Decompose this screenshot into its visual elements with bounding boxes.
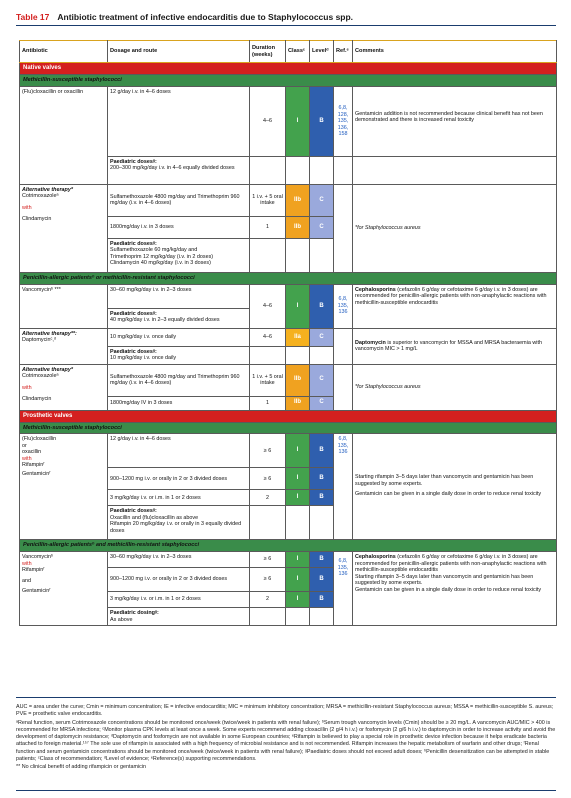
drug-name: Gentamicinᶠ xyxy=(22,470,51,477)
drug-name: Rifampinᶠ xyxy=(22,462,45,469)
duration-cell: 2 xyxy=(250,592,286,608)
comment-text: Gentamicin can be given in a single daily dose in order to reduce renal toxicity xyxy=(355,586,542,593)
comment-text: is superior to vancomycin for MSSA and MRSA bacteraemia with vancomycin MIC > 1 mg/L xyxy=(355,339,542,353)
antibiotic-cell xyxy=(20,364,108,410)
comment-cell xyxy=(353,284,557,328)
treatment-table-wrap xyxy=(19,40,556,626)
subsection-label: Methicillin-susceptible staphylococci xyxy=(20,422,557,434)
or-label: or xyxy=(22,442,27,449)
paediatric-dose-cell xyxy=(108,238,250,272)
section-prosthetic xyxy=(20,410,557,422)
class-badge: I xyxy=(286,284,310,328)
class-badge: IIb xyxy=(286,396,310,410)
dosage-cell: 3 mg/kg/day i.v. or i.m. in 1 or 2 doses xyxy=(108,490,250,506)
dosage-cell: 12 g/day i.v. in 4–6 doses xyxy=(108,434,250,468)
comment-text: Gentamicin can be given in a single daily dose in order to reduce renal toxicity xyxy=(355,491,542,498)
level-badge: B xyxy=(310,434,334,468)
paediatric-title: Paediatric dosesᵍ: xyxy=(110,348,157,355)
section-native xyxy=(20,63,557,75)
dosage-cell: 1800mg/day i.v. in 3 doses xyxy=(108,216,250,238)
class-badge: IIa xyxy=(286,328,310,346)
table-title xyxy=(16,12,353,22)
paediatric-dose-cell xyxy=(108,608,250,626)
comment-cell xyxy=(353,328,557,364)
antibiotic-cell xyxy=(20,552,108,626)
paediatric-text: 10 mg/kg/day i.v. once daily xyxy=(110,355,177,362)
comment-cell: *for Staphylococcus aureus xyxy=(353,364,557,410)
table-row xyxy=(20,328,557,346)
drug-name: Clindamycin xyxy=(22,216,52,223)
level-badge: C xyxy=(310,364,334,396)
dosage-cell: Sulfamethoxazole 4800 mg/day and Trimethoprim 960 mg/day (i.v. in 4–6 doses) xyxy=(108,184,250,216)
class-badge: IIb xyxy=(286,216,310,238)
duration-cell: 2 xyxy=(250,490,286,506)
paediatric-text: 40 mg/kg/day i.v. in 2–3 equally divided doses xyxy=(110,317,220,324)
subsection-pa-prosthetic xyxy=(20,540,557,552)
drug-name: Clindamycin xyxy=(22,396,52,403)
table-row xyxy=(20,86,557,156)
paediatric-title: Paediatric dosesᵍ: xyxy=(110,310,157,317)
paediatric-text: As above xyxy=(110,616,133,623)
dosage-cell: 3 mg/kg/day i.v. or i.m. in 1 or 2 doses xyxy=(108,592,250,608)
footnote-last: ** No clinical benefit of adding rifampicin or gentamicin xyxy=(16,764,147,771)
section-native-label: Native valves xyxy=(20,63,557,75)
reference-cell: 6,8, 128, 135, 136, 158 xyxy=(334,86,353,156)
level-badge: C xyxy=(310,184,334,216)
drug-name: Daptomycinᶜ,ᵈ xyxy=(22,337,56,344)
comment-bold: Cephalosporins xyxy=(355,554,396,561)
paediatric-text: Rifampin 20 mg/kg/day i.v. or orally in 3 equally divided doses xyxy=(110,521,242,534)
table-number: Table 17 xyxy=(16,12,50,22)
paediatric-title: Paediatric dosingᵍ: xyxy=(110,610,159,617)
duration-cell: ≥ 6 xyxy=(250,552,286,568)
comment-cell: *for Staphylococcus aureus xyxy=(353,184,557,272)
level-badge: B xyxy=(310,552,334,568)
antibiotic-cell xyxy=(20,328,108,364)
paediatric-dose-cell xyxy=(108,506,250,540)
paediatric-text: Clindamycin 40 mg/kg/day (i.v. in 3 doses) xyxy=(110,260,211,267)
dosage-cell: 900–1200 mg i.v. or orally in 2 or 3 divided doses xyxy=(108,468,250,490)
section-prosthetic-label: Prosthetic valves xyxy=(20,410,557,422)
class-badge: I xyxy=(286,434,310,468)
duration-cell: 1 xyxy=(250,216,286,238)
paediatric-dose-cell xyxy=(108,156,250,184)
dosage-cell: 1800mg/day IV in 3 doses xyxy=(108,396,250,410)
footnote-notes: ᵃRenal function, serum Cotrimoxazole concentrations should be monitored once/week (twice/week in patients with renal failure); ᵇSerum trough vancomycin levels (Cmin) should be ≥ 20 mg/L. A vancomycin AUC/MIC > 400 is recommended for MRSA infections; ᶜMonitor plasma CPK levels at least once a week. Some experts recommend adding cloxacillin (2 g/4 h i.v.) or fosfomycin (2 g/6 h i.v.) to daptomycin in order to increase activity and avoid the development of daptomycin resistance; ᵈDaptomycin and fosfomycin are not available in some European countries; ᵉRifampin is believed to play a special role in prosthetic device infection because it helps eradicate bacteria attached to foreign material.¹⁵⁷ The sole use of rifampin is associated with a high frequency of microbial resistance and is not recommended. Rifampin increases the hepatic metabolism of warfarin and other drugs; ᶠRenal function and serum gentamicin concentrations should be monitored once/week (twice/week in patients with renal failure); ᵍPaediatric doses should not exceed adult doses; ʰPenicillin desensitization can be attempted in stable patients; ᶜClass of recommendation; ᵈLevel of evidence; ᵉReference(s) supporting recommendations. xyxy=(16,719,556,763)
comment-bold: Daptomycin xyxy=(355,339,386,346)
drug-name: oxacillin xyxy=(22,449,42,456)
header-ref: Ref.ᵉ xyxy=(334,41,353,63)
comment-paragraph xyxy=(355,554,554,573)
header-class: Classᶜ xyxy=(286,41,310,63)
level-badge: B xyxy=(310,490,334,506)
table-row xyxy=(20,364,557,396)
level-badge: B xyxy=(310,284,334,328)
subsection-label: Penicillin-allergic patientsʰ or methicillin-resistant staphylococci xyxy=(20,272,557,284)
table-row xyxy=(20,284,557,308)
reference-cell: 6,8, 135, 136 xyxy=(334,434,353,540)
table-row xyxy=(20,434,557,468)
drug-name: (Flu)cloxacillin xyxy=(22,436,57,443)
subsection-label: Methicillin-susceptible staphylococci xyxy=(20,75,557,87)
class-badge: I xyxy=(286,468,310,490)
level-badge: C xyxy=(310,216,334,238)
level-badge: B xyxy=(310,86,334,156)
comment-text: (cefazolin 6 g/day or cefotaxime 6 g/day i.v. in 3 doses) are recommended for penicillin-allergic patients with non-anaphylactic reactions with methicillin-susceptible endocarditis xyxy=(355,554,547,574)
dosage-cell: 30–60 mg/kg/day i.v. in 2–3 doses xyxy=(108,552,250,568)
dosage-cell: 12 g/day i.v. in 4–6 doses xyxy=(108,86,250,156)
duration-cell: ≥ 6 xyxy=(250,468,286,490)
class-badge: I xyxy=(286,86,310,156)
comment-bold: Cephalosporins xyxy=(355,286,396,293)
paediatric-title: Paediatric dosesᵍ: xyxy=(110,158,157,165)
comment-cell xyxy=(353,552,557,626)
paediatric-text: Sulfamethoxazole 60 mg/kg/day and xyxy=(110,247,198,254)
dosage-cell: 10 mg/kg/day i.v. once daily xyxy=(108,328,250,346)
subsection-label: Penicillin-allergic patientsʰ and methicillin-resistant staphylococci xyxy=(20,540,557,552)
paediatric-text: Trimethoprim 12 mg/kg/day (i.v. in 2 doses) xyxy=(110,253,214,260)
paediatric-title: Paediatric dosesᵍ: xyxy=(110,240,157,247)
drug-name: Vancomycinᵇ xyxy=(22,554,53,561)
class-badge: I xyxy=(286,490,310,506)
title-rule xyxy=(16,25,556,26)
duration-cell: 4–6 xyxy=(250,284,286,328)
duration-cell: 4–6 xyxy=(250,328,286,346)
header-antibiotic: Antibiotic xyxy=(20,41,108,63)
header-duration: Duration (weeks) xyxy=(250,41,286,63)
dosage-cell: 30–60 mg/kg/day i.v. in 2–3 doses xyxy=(108,284,250,308)
comment-text: (cefazolin 6 g/day or cefotaxime 6 g/day i.v. in 3 doses) are recommended for penicillin-allergic patients with non-anaphylactic reactions with methicillin-susceptible endocarditis xyxy=(355,286,547,306)
table-header-row xyxy=(20,41,557,63)
comment-cell xyxy=(353,434,557,540)
alternative-therapy-label: Alternative therapy* xyxy=(22,366,73,373)
class-badge: I xyxy=(286,552,310,568)
with-label: with xyxy=(22,204,32,211)
table-row xyxy=(20,552,557,568)
paediatric-dose-cell xyxy=(108,346,250,364)
duration-cell: 4–6 xyxy=(250,86,286,156)
drug-name: Rifampinᶠ xyxy=(22,567,45,574)
level-badge: B xyxy=(310,568,334,592)
treatment-table xyxy=(19,40,557,626)
level-badge: B xyxy=(310,592,334,608)
header-dosage: Dosage and route xyxy=(108,41,250,63)
paediatric-text: Oxacillin and (flu)cloxacillin as above xyxy=(110,514,199,521)
comment-text: Starting rifampin 3–5 days later than vancomycin and gentamicin has been suggested by some experts. xyxy=(355,474,534,487)
paediatric-title: Paediatric dosesᵍ: xyxy=(110,508,157,515)
class-badge: I xyxy=(286,592,310,608)
level-badge: C xyxy=(310,396,334,410)
antibiotic-cell: Vancomycinᵇ *** xyxy=(20,284,108,328)
comment-text: Starting rifampin 3–5 days later than vancomycin and gentamicin has been suggested by some experts. xyxy=(355,573,534,587)
comment-cell: Gentamicin addition is not recommended because clinical benefit has not been demonstrated and there is increased renal toxicity xyxy=(353,86,557,156)
subsection-mss-prosthetic xyxy=(20,422,557,434)
and-label: and xyxy=(22,577,31,584)
table-title-text: Antibiotic treatment of infective endocarditis due to Staphylococcus spp. xyxy=(57,12,354,22)
dosage-cell: Sulfamethoxazole 4800 mg/day and Trimethoprim 960 mg/day (i.v. in 4–6 doses) xyxy=(108,364,250,396)
class-badge: IIb xyxy=(286,184,310,216)
antibiotic-cell: (Flu)cloxacillin or oxacillin xyxy=(20,86,108,184)
dosage-cell: 900–1200 mg i.v. or orally in 2 or 3 divided doses xyxy=(108,568,250,592)
header-level: Levelᵈ xyxy=(310,41,334,63)
antibiotic-cell xyxy=(20,434,108,540)
duration-cell: 1 i.v. + 5 oral intake xyxy=(250,184,286,216)
antibiotic-cell xyxy=(20,184,108,272)
footnotes xyxy=(16,704,556,773)
class-badge: IIb xyxy=(286,364,310,396)
drug-name: Cotrimoxazoleᵃ xyxy=(22,193,59,200)
subsection-pa-native xyxy=(20,272,557,284)
with-label: with xyxy=(22,455,32,462)
with-label: with xyxy=(22,384,32,391)
alternative-therapy-label: Alternative therapy**: xyxy=(22,330,77,337)
subsection-mss-native xyxy=(20,75,557,87)
table-row xyxy=(20,184,557,216)
paediatric-dose-cell xyxy=(108,308,250,328)
reference-cell: 6,8, 135, 136 xyxy=(334,552,353,626)
duration-cell: 1 xyxy=(250,396,286,410)
with-label: with xyxy=(22,560,32,567)
duration-cell: ≥ 6 xyxy=(250,434,286,468)
level-badge: B xyxy=(310,468,334,490)
paediatric-text: 200–300 mg/kg/day i.v. in 4–6 equally divided doses xyxy=(110,165,235,172)
duration-cell: ≥ 6 xyxy=(250,568,286,592)
drug-name: Gentamicinᶠ xyxy=(22,588,51,595)
class-badge: I xyxy=(286,568,310,592)
footnote-abbreviations: AUC = area under the curve; Cmin = minimum concentration; IE = infective endocarditis; MIC = minimum inhibitory concentration; MRSA = methicillin-resistant Staphylococcus aureus; MSSA = methicillin-susceptible S. aureus; PVE = prosthetic valve endocarditis. xyxy=(16,704,554,718)
alternative-therapy-label: Alternative therapy* xyxy=(22,186,73,193)
level-badge: C xyxy=(310,328,334,346)
drug-name: Cotrimoxazoleᵃ xyxy=(22,373,59,380)
header-comments: Comments xyxy=(353,41,557,63)
reference-cell: 6,8, 135, 136 xyxy=(334,284,353,328)
duration-cell: 1 i.v. + 5 oral intake xyxy=(250,364,286,396)
